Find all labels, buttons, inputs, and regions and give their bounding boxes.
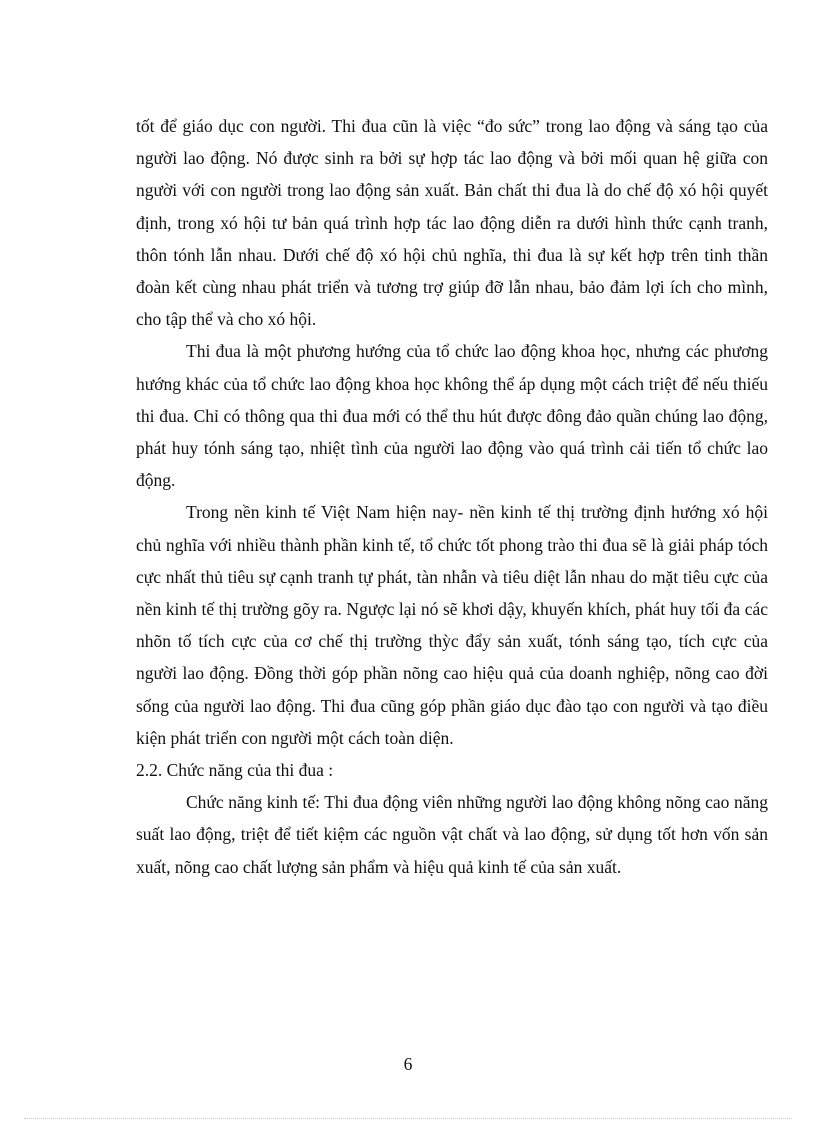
page-bottom-divider [24, 1118, 792, 1119]
section-heading: 2.2. Chức năng của thi đua : [136, 760, 334, 781]
paragraph-market-economy: Trong nền kinh tế Việt Nam hiện nay- nền kinh tế thị trường định hướng xó hội chủ nghĩa với nhiều thành phần kinh tế, tổ chức tốt phong trào thi đua sẽ là giải pháp tóch cực nhất thủ tiêu sự cạnh tranh tự phát, tàn nhẫn và tiêu diệt lẫn nhau do mặt tiêu cực của nền kinh tế thị trường gõy ra. Ngược lại nó sẽ khơi dậy, khuyến khích, phát huy tối đa các nhõn tố tích cực của cơ chế thị trường thỳc đẩy sản xuất, tónh sáng tạo, tích cực của người lao động. Đồng thời góp phần nõng cao hiệu quả của doanh nghiệp, nõng cao đời sống của người lao động. Thi đua cũng góp phần giáo dục đào tạo con người và tạo điều kiện phát triển con người một cách toàn diện. [136, 502, 768, 748]
paragraph-scientific-labor: Thi đua là một phương hướng của tổ chức lao động khoa học, nhưng các phương hướng khác của tổ chức lao động khoa học không thể áp dụng một cách triệt để nếu thiếu thi đua. Chỉ có thông qua thi đua mới có thể thu hút được đông đảo quần chúng lao động, phát huy tónh sáng tạo, nhiệt tình của người lao động vào quá trình cải tiến tổ chức lao động. [136, 341, 768, 491]
document-body [136, 110, 768, 883]
paragraph-economic-function: Chức năng kinh tế: Thi đua động viên những người lao động không nõng cao năng suất lao động, triệt để tiết kiệm các nguồn vật chất và lao động, sử dụng tốt hơn vốn sản xuất, nõng cao chất lượng sản phẩm và hiệu quả kinh tế của sản xuất. [136, 792, 768, 877]
page-number: 6 [403, 1054, 413, 1074]
paragraph-continuation: tốt để giáo dục con người. Thi đua cũn là việc “đo sức” trong lao động và sáng tạo của người lao động. Nó được sinh ra bởi sự hợp tác lao động và bởi mối quan hệ giữa con người với con người trong lao động sản xuất. Bản chất thi đua là do chế độ xó hội quyết định, trong xó hội tư bản quá trình hợp tác lao động diễn ra dưới hình thức cạnh tranh, thôn tónh lẫn nhau. Dưới chế độ xó hội chủ nghĩa, thi đua là sự kết hợp trên tinh thần đoàn kết cùng nhau phát triển và tương trợ giúp đỡ lẫn nhau, bảo đảm lợi ích cho mình, cho tập thể và cho xó hội. [136, 116, 768, 330]
